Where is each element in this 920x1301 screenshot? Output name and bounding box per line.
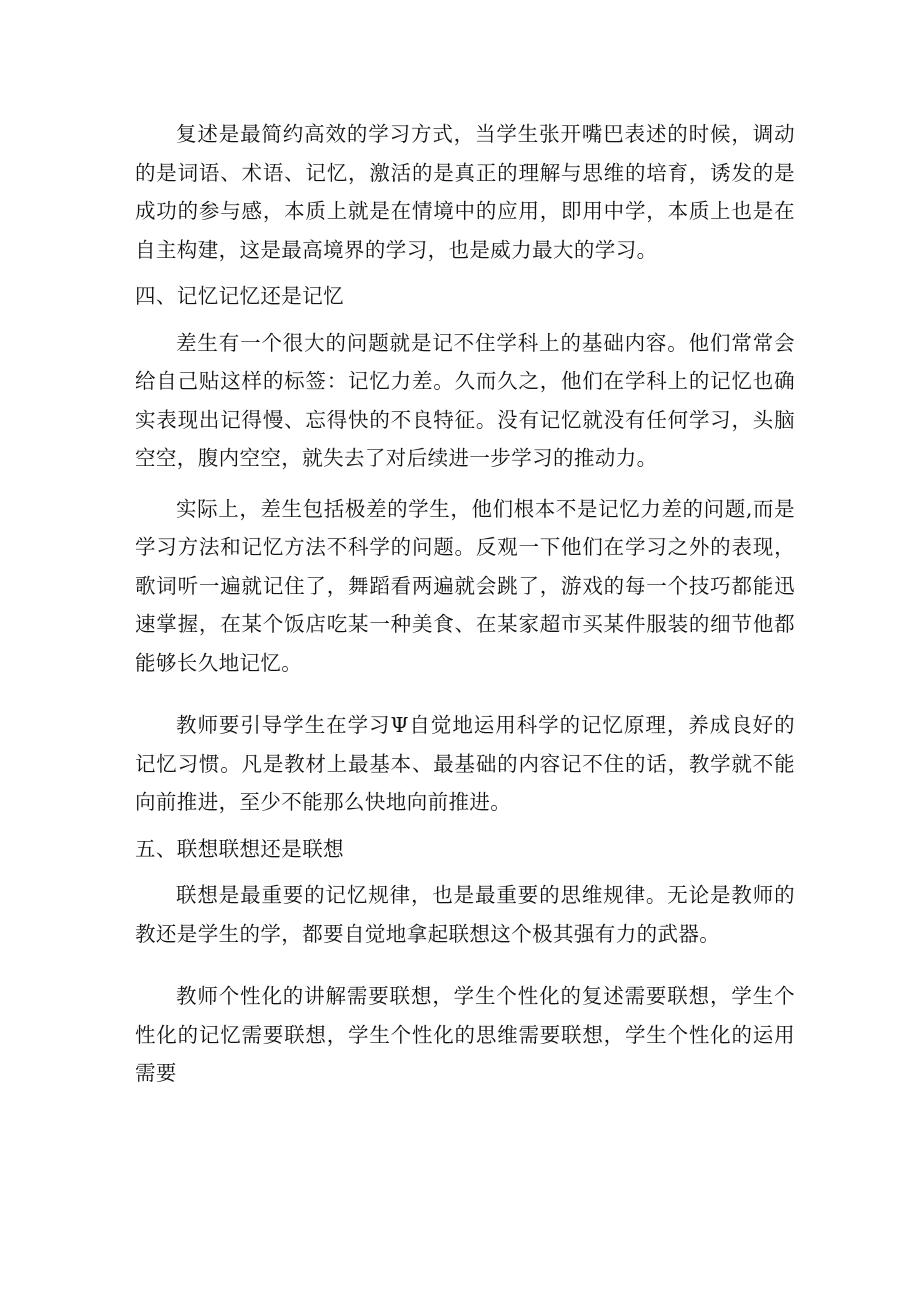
section-heading-memory: 四、记忆记忆还是记忆 [135,284,344,308]
section-heading-association: 五、联想联想还是联想 [135,836,344,861]
paragraph-association-needs: 教师个性化的讲解需要联想，学生个性化的复述需要联想，学生个性化的记忆需要联想，学生个性化的思维需要联想，学生个性化的运用需要 [135,984,795,1085]
paragraph-teacher-guidance: 教师要引导学生在学习Ψ自觉地运用科学的记忆原理，养成良好的记忆习惯。凡是教材上最基本、最基础的内容记不住的话，教学就不能向前推进，至少不能那么快地向前推进。 [135,713,795,814]
paragraph-memory-method: 实际上，差生包括极差的学生，他们根本不是记忆力差的问题,而是学习方法和记忆方法不科学的问题。反观一下他们在学习之外的表现，歌词听一遍就记住了，舞蹈看两遍就会跳了，游戏的每一个技巧都能迅速掌握，在某个饭店吃某一种美食、在某家超市买某件服装的细节他都能够长久地记忆。 [135,496,795,675]
paragraph-association-rule: 联想是最重要的记忆规律，也是最重要的思维规律。无论是教师的教还是学生的学，都要自觉地拿起联想这个极其强有力的武器。 [135,883,795,946]
paragraph-memory-problem: 差生有一个很大的问题就是记不住学科上的基础内容。他们常常会给自己贴这样的标签：记忆力差。久而久之，他们在学科上的记忆也确实表现出记得慢、忘得快的不良特征。没有记忆就没有任何学习，头脑空空，腹内空空，就失去了对后续进一步学习的推动力。 [135,330,795,470]
document-body [135,115,795,1093]
paragraph-retelling: 复述是最简约高效的学习方式，当学生张开嘴巴表述的时候，调动的是词语、术语、记忆，激活的是真正的理解与思维的培育，诱发的是成功的参与感，本质上就是在情境中的应用，即用中学，本质上也是在自主构建，这是最高境界的学习，也是威力最大的学习。 [135,122,795,262]
